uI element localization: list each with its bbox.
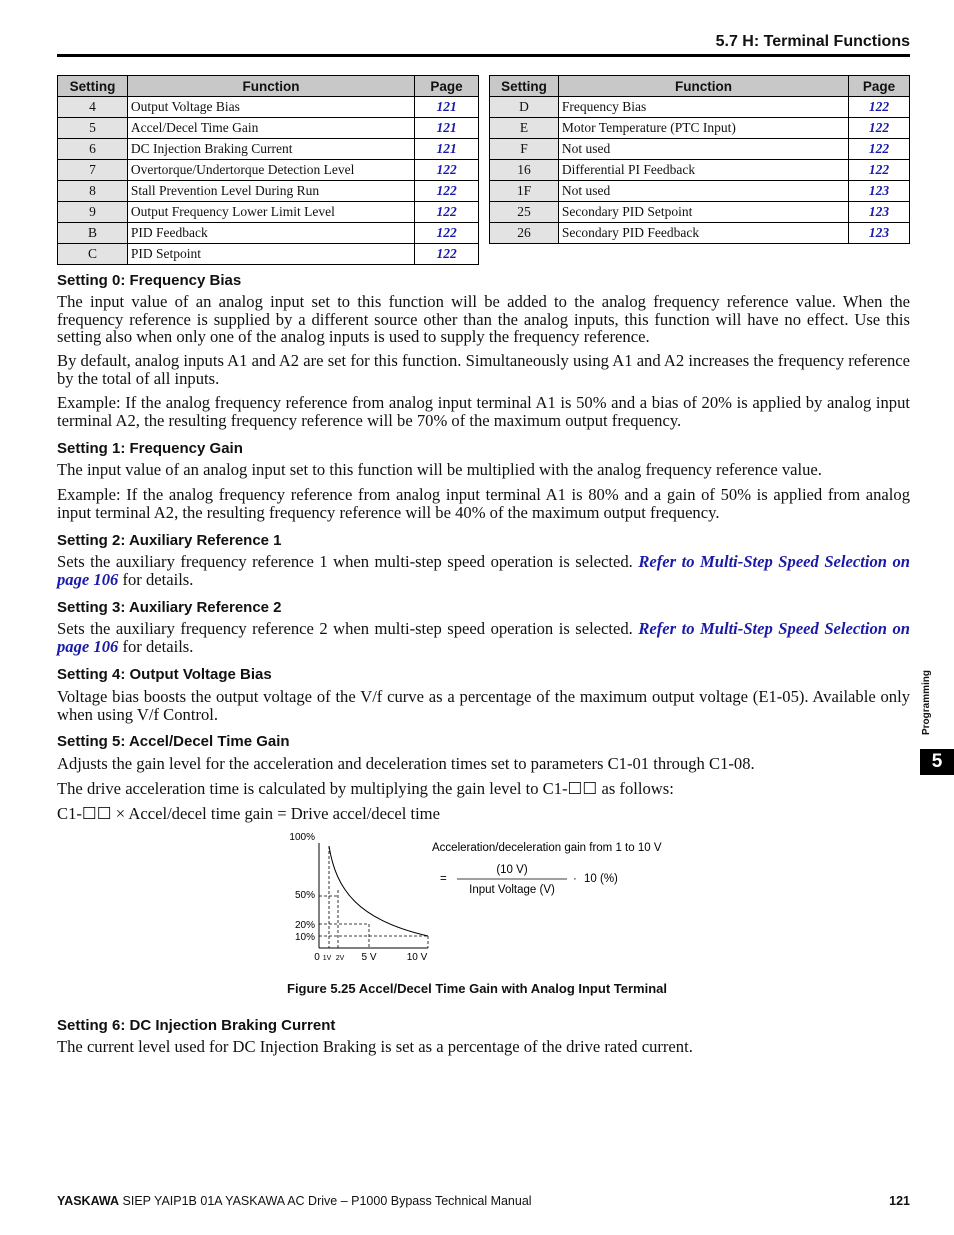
setting-cell: 9 (58, 202, 128, 223)
section-heading-setting-1: Setting 1: Frequency Gain (57, 440, 243, 457)
setting-cell: F (490, 139, 559, 160)
y-label-100: 100% (289, 832, 315, 843)
page-link-cell[interactable]: 122 (849, 118, 910, 139)
setting-cell: 6 (58, 139, 128, 160)
cross-reference-link[interactable]: Refer to Multi-Step Speed Selection on page 106 (57, 619, 911, 656)
function-cell: Accel/Decel Time Gain (127, 118, 414, 139)
paragraph: The current level used for DC Injection Braking is set as a percentage of the drive rated current. (57, 1037, 693, 1056)
setting-cell: E (490, 118, 559, 139)
page-link-cell[interactable]: 121 (415, 139, 479, 160)
column-header-function: Function (558, 76, 848, 97)
setting-cell: D (490, 97, 559, 118)
page-link-cell[interactable]: 121 (415, 118, 479, 139)
page-link-cell[interactable]: 122 (415, 160, 479, 181)
function-cell: Differential PI Feedback (558, 160, 848, 181)
table-row (58, 223, 479, 244)
formula-equals: = (440, 873, 447, 885)
x-axis-labels (314, 952, 427, 963)
table-row (58, 244, 479, 265)
setting-cell: C (58, 244, 128, 265)
table-row (490, 118, 910, 139)
table-row (58, 139, 479, 160)
x-label-2v: 2V (335, 955, 345, 962)
settings-table-right (489, 75, 910, 244)
y-label-20: 20% (294, 920, 315, 931)
page-link-cell[interactable]: 121 (415, 97, 479, 118)
formula-denominator: Input Voltage (V) (469, 884, 555, 896)
paragraph: The drive acceleration time is calculated by multiplying the gain level to C1-☐☐ as follows: (57, 779, 674, 798)
function-cell: Not used (558, 181, 848, 202)
page-link-cell[interactable]: 123 (849, 202, 910, 223)
setting-cell: 4 (58, 97, 128, 118)
x-label-0: 0 (314, 952, 320, 963)
formula-paragraph: C1-☐☐ × Accel/decel time gain = Drive accel/decel time (57, 804, 440, 823)
section-heading-setting-6: Setting 6: DC Injection Braking Current (57, 1017, 336, 1034)
paragraph: The input value of an analog input set to this function will be added to the analog frequency reference value. When the frequency reference is supplied by a different source other than the analog inputs, this function will have no effect. Use this setting also when only one of the analog inputs is used to supply the frequency reference. (57, 292, 910, 346)
table-row (490, 139, 910, 160)
setting-cell: 7 (58, 160, 128, 181)
figure-caption: Figure 5.25 Accel/Decel Time Gain with Analog Input Terminal (287, 981, 667, 996)
page-link-cell[interactable]: 123 (849, 223, 910, 244)
page-link-cell[interactable]: 122 (415, 181, 479, 202)
page-link-cell[interactable]: 123 (849, 181, 910, 202)
y-label-50: 50% (294, 890, 315, 901)
section-heading-setting-3: Setting 3: Auxiliary Reference 2 (57, 599, 282, 616)
table-row (490, 181, 910, 202)
column-header-page: Page (415, 76, 479, 97)
section-heading-setting-0: Setting 0: Frequency Bias (57, 272, 242, 289)
header-rule (57, 54, 910, 57)
page-link-cell[interactable]: 122 (849, 97, 910, 118)
paragraph-text: Sets the auxiliary frequency reference 1 when multi-step speed operation is selected. (57, 552, 639, 571)
setting-cell: B (58, 223, 128, 244)
function-cell: Secondary PID Setpoint (558, 202, 848, 223)
function-cell: DC Injection Braking Current (127, 139, 414, 160)
function-cell: Not used (558, 139, 848, 160)
table-header-row (490, 76, 910, 97)
page-link-cell[interactable]: 122 (849, 139, 910, 160)
paragraph: The input value of an analog input set to this function will be multiplied with the analog frequency reference value. (57, 460, 822, 479)
paragraph (57, 620, 910, 655)
table-row (490, 223, 910, 244)
y-label-10: 10% (294, 932, 315, 943)
paragraph: Example: If the analog frequency reference from analog input terminal A1 is 50% and a bias of 20% is applied by analog input terminal A2, the resulting frequency reference will be 70% of the maximum output frequency. (57, 393, 910, 430)
function-cell: PID Feedback (127, 223, 414, 244)
formula-multiply: · (573, 873, 577, 885)
table-header-row (58, 76, 479, 97)
function-cell: Output Frequency Lower Limit Level (127, 202, 414, 223)
page-header-title: 5.7 H: Terminal Functions (715, 33, 910, 50)
page-number: 121 (889, 1194, 910, 1208)
setting-cell: 1F (490, 181, 559, 202)
y-axis-labels (289, 832, 315, 943)
page-link-cell[interactable]: 122 (849, 160, 910, 181)
paragraph-text: Sets the auxiliary frequency reference 2 when multi-step speed operation is selected. (57, 619, 639, 638)
table-row (58, 202, 479, 223)
gain-curve (329, 846, 428, 936)
function-cell: Stall Prevention Level During Run (127, 181, 414, 202)
function-cell: Motor Temperature (PTC Input) (558, 118, 848, 139)
function-cell: Overtorque/Undertorque Detection Level (127, 160, 414, 181)
cross-reference-link[interactable]: Refer to Multi-Step Speed Selection on page 106 (57, 552, 911, 589)
paragraph: Adjusts the gain level for the acceleration and deceleration times set to parameters C1-01 through C1-08. (57, 754, 755, 773)
function-cell: PID Setpoint (127, 244, 414, 265)
column-header-function: Function (127, 76, 414, 97)
table-row (490, 160, 910, 181)
table-row (58, 160, 479, 181)
function-cell: Secondary PID Feedback (558, 223, 848, 244)
paragraph-text: for details. (118, 569, 194, 589)
chapter-tab-number[interactable]: 5 (920, 749, 954, 775)
paragraph (57, 553, 910, 588)
page-link-cell[interactable]: 122 (415, 223, 479, 244)
column-header-setting: Setting (58, 76, 128, 97)
x-label-5v: 5 V (361, 952, 377, 963)
section-heading-setting-2: Setting 2: Auxiliary Reference 1 (57, 532, 282, 549)
setting-cell: 26 (490, 223, 559, 244)
setting-cell: 25 (490, 202, 559, 223)
table-row (58, 181, 479, 202)
section-heading-setting-4: Setting 4: Output Voltage Bias (57, 666, 272, 683)
x-label-10v: 10 V (406, 952, 428, 963)
section-heading-setting-5: Setting 5: Accel/Decel Time Gain (57, 733, 290, 750)
side-tab-text: Programming (921, 669, 932, 735)
footer-manual-title: SIEP YAIP1B 01A YASKAWA AC Drive – P1000 Bypass Technical Manual (119, 1194, 532, 1208)
table-row (490, 202, 910, 223)
setting-cell: 8 (58, 181, 128, 202)
formula (432, 842, 662, 896)
page-link-cell[interactable]: 122 (415, 244, 479, 265)
page-link-cell[interactable]: 122 (415, 202, 479, 223)
footer-brand: YASKAWA (57, 1194, 120, 1208)
table-row (58, 97, 479, 118)
column-header-page: Page (849, 76, 910, 97)
setting-cell: 16 (490, 160, 559, 181)
guide-lines (319, 846, 428, 948)
function-cell: Frequency Bias (558, 97, 848, 118)
formula-numerator: (10 V) (496, 864, 528, 876)
paragraph: Example: If the analog frequency reference from analog input terminal A1 is 80% and a gain of 50% is applied from analog input terminal A2, the resulting frequency reference will be 40% of the maximum output frequency. (57, 485, 910, 522)
table-row (490, 97, 910, 118)
formula-rhs: 10 (%) (584, 873, 618, 885)
function-cell: Output Voltage Bias (127, 97, 414, 118)
x-label-1v: 1V (322, 955, 332, 962)
settings-table-left (57, 75, 479, 265)
footer-text (57, 1194, 532, 1208)
accel-decel-gain-figure (280, 830, 700, 970)
column-header-setting: Setting (490, 76, 559, 97)
setting-cell: 5 (58, 118, 128, 139)
paragraph: Voltage bias boosts the output voltage of the V/f curve as a percentage of the maximum output voltage (E1-05). Available only when using V/f Control. (57, 687, 910, 724)
table-row (58, 118, 479, 139)
paragraph: By default, analog inputs A1 and A2 are set for this function. Simultaneously using A1 and A2 increases the frequency reference by the total of all inputs. (57, 351, 910, 388)
paragraph-text: for details. (118, 636, 194, 656)
formula-title: Acceleration/deceleration gain from 1 to 10 V (432, 842, 662, 854)
